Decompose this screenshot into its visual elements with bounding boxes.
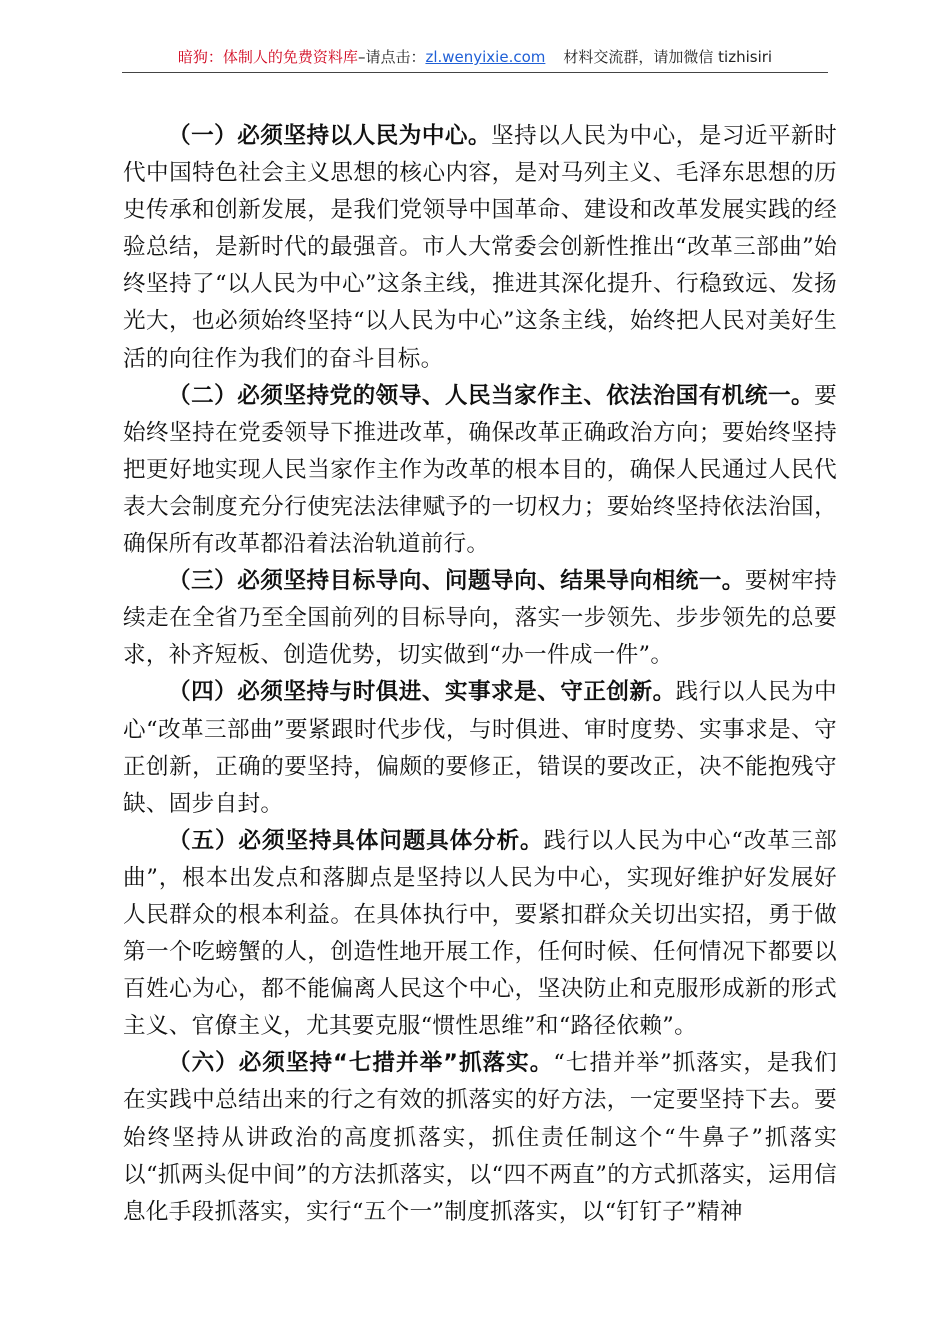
paragraph-heading: （四）必须坚持与时俱进、实事求是、守正创新。 (168, 679, 676, 706)
paragraph-5 (123, 823, 837, 1046)
paragraph-heading: （三）必须坚持目标导向、问题导向、结果导向相统一。 (168, 568, 745, 595)
page-header (0, 46, 950, 68)
paragraph-heading: （五）必须坚持具体问题具体分析。 (168, 827, 544, 854)
paragraph-heading: （六）必须坚持“七措并举”抓落实。 (168, 1050, 554, 1077)
paragraph-text: 践行以人民为中心“改革三部曲”，根本出发点和落脚点是坚持以人民为中心，实现好维护好发展好人民群众的根本利益。在具体执行中，要紧扣群众关切出实招，勇于做第一个吃螃蟹的人，创造性地开展工作，任何时候、任何情况下都要以百姓心为心，都不能偏离人民这个中心，坚决防止和克服形成新的形式主义、官僚主义，尤其要克服“惯性思维”和“路径依赖”。 (123, 827, 837, 1040)
paragraph-heading: （一）必须坚持以人民为中心。 (168, 123, 492, 149)
header-contact: 材料交流群，请加微信 tizhisiri (563, 48, 773, 66)
header-brand: 暗狗：体制人的免费资料库 (177, 48, 358, 66)
paragraph-text: 坚持以人民为中心，是习近平新时代中国特色社会主义思想的核心内容，是对马列主义、毛泽东思想的历史传承和创新发展，是我们党领导中国革命、建设和改革发展实践的经验总结，是新时代的最强音。市人大常委会创新性推出“改革三部曲”始终坚持了“以人民为中心”这条主线，推进其深化提升、行稳致远、发扬光大，也必须始终坚持“以人民为中心”这条主线，始终把人民对美好生活的向往作为我们的奋斗目标。 (123, 123, 838, 372)
paragraph-text: “七措并举”抓落实，是我们在实践中总结出来的行之有效的抓落实的好方法，一定要坚持下去。要始终坚持从讲政治的高度抓落实，抓住责任制这个“牛鼻子”抓落实以“抓两头促中间”的方法抓落实，以“四不两直”的方式抓落实，运用信息化手段抓落实，实行“五个一”制度抓落实，以“钉钉子”精神 (123, 1050, 837, 1225)
header-prompt: –请点击： (357, 48, 426, 66)
paragraph-1 (123, 118, 837, 378)
paragraph-text: 要始终坚持在党委领导下推进改革，确保改革正确政治方向；要始终坚持把更好地实现人民当家作主作为改革的根本目的，确保人民通过人民代表大会制度充分行使宪法法律赋予的一切权力；要始终坚持依法治国，确保所有改革都沿着法治轨道前行。 (123, 382, 837, 558)
header-divider (122, 72, 828, 73)
document-body (123, 118, 837, 1231)
paragraph-4 (123, 674, 837, 822)
paragraph-heading: （二）必须坚持党的领导、人民当家作主、依法治国有机统一。 (168, 382, 815, 409)
paragraph-3 (123, 563, 837, 674)
paragraph-text: 践行以人民为中心“改革三部曲”要紧跟时代步伐，与时俱进、审时度势、实事求是、守正创新，正确的要坚持，偏颇的要修正，错误的要改正，决不能抱残守缺、固步自封。 (123, 679, 837, 817)
paragraph-text: 要树牢持续走在全省乃至全国前列的目标导向，落实一步领先、步步领先的总要求，补齐短板、创造优势，切实做到“办一件成一件”。 (123, 568, 838, 669)
paragraph-2 (123, 378, 837, 563)
header-link[interactable]: zl.wenyixie.com (425, 48, 546, 66)
paragraph-6 (123, 1045, 837, 1230)
